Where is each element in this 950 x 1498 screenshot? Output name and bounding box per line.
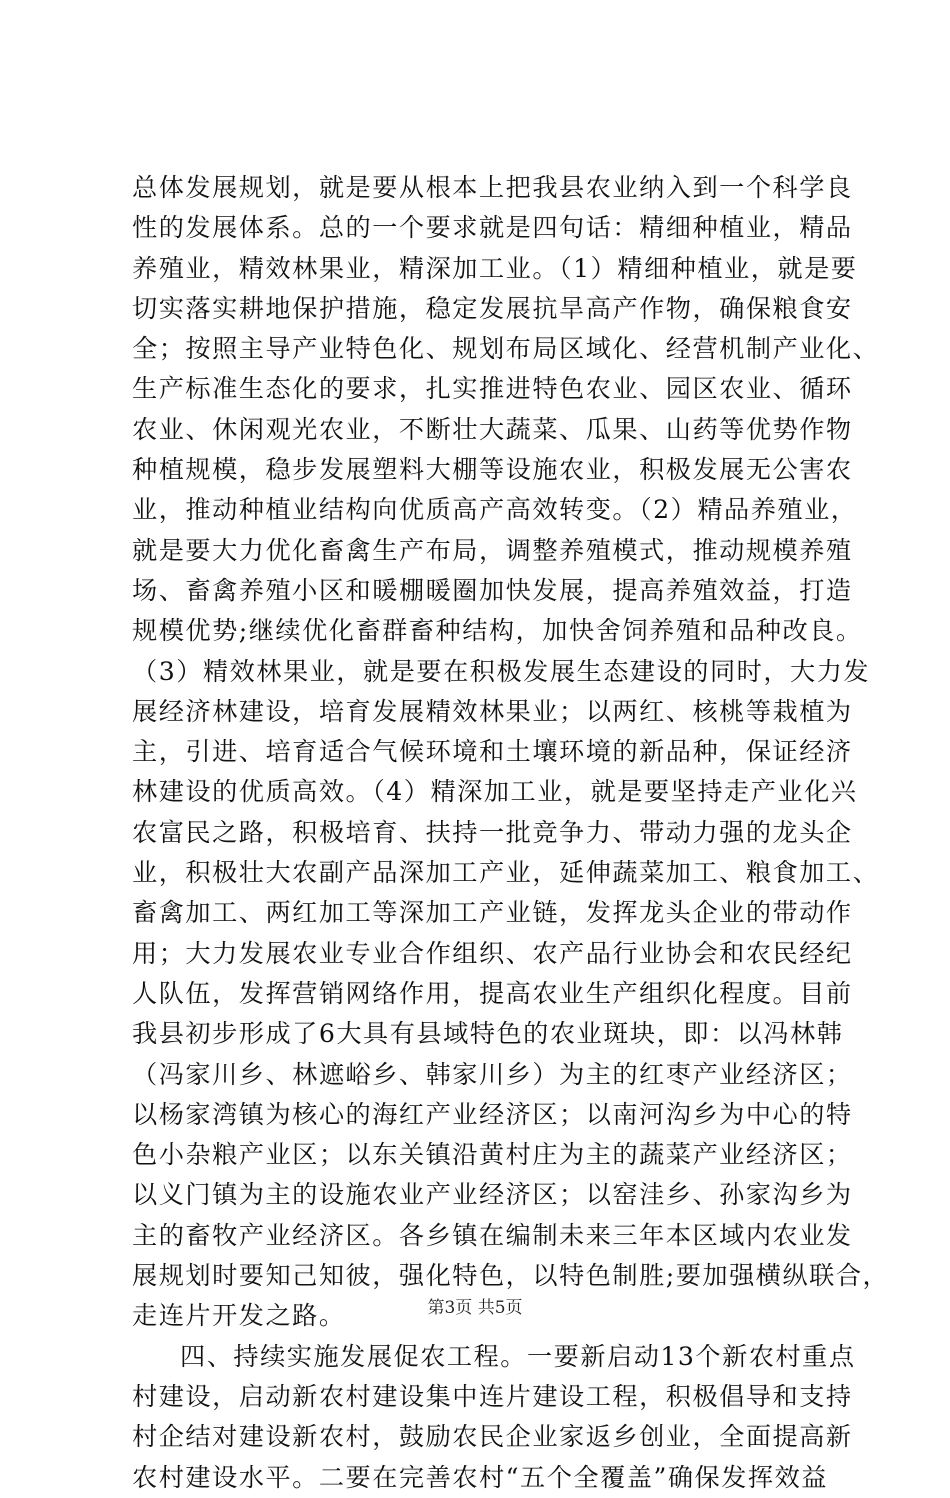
text-line: 走连片开发之路。 — [132, 1301, 346, 1331]
text-line: 生产标准生态化的要求，扎实推进特色农业、园区农业、循环 — [132, 374, 853, 404]
page-number: 第3页 共5页 — [427, 1298, 523, 1318]
text-line: 展规划时要知己知彼，强化特色，以特色制胜;要加强横纵联合， — [132, 1261, 890, 1291]
text-line: 展经济林建设，培育发展精效林果业；以两红、核桃等栽植为 — [132, 696, 853, 726]
text-line: 林建设的优质高效。（4）精深加工业，就是要坚持走产业化兴 — [132, 777, 858, 807]
text-line: 农业、休闲观光农业，不断壮大蔬菜、瓜果、山药等优势作物 — [132, 414, 853, 444]
text-line: 切实落实耕地保护措施，稳定发展抗旱高产作物，确保粮食安 — [132, 293, 853, 323]
text-line: 主，引进、培育适合气候环境和土壤环境的新品种，保证经济 — [132, 737, 853, 767]
text-line: 村建设，启动新农村建设集中连片建设工程，积极倡导和支持 — [132, 1381, 853, 1411]
text-line: 性的发展体系。总的一个要求就是四句话：精细种植业，精品 — [132, 213, 853, 243]
text-line: 我县初步形成了6大具有县域特色的农业斑块，即：以冯林韩 — [132, 1019, 844, 1049]
text-line: 业，推动种植业结构向优质高产高效转变。（2）精品养殖业， — [132, 495, 858, 525]
text-line: 农村建设水平。二要在完善农村“五个全覆盖”确保发挥效益 — [132, 1462, 828, 1492]
text-line: 农富民之路，积极培育、扶持一批竞争力、带动力强的龙头企 — [132, 817, 853, 847]
text-line: 总体发展规划，就是要从根本上把我县农业纳入到一个科学良 — [132, 173, 853, 202]
text-line: 人队伍，发挥营销网络作用，提高农业生产组织化程度。目前 — [132, 978, 853, 1008]
page-footer — [0, 1297, 950, 1319]
text-line: 以义门镇为主的设施农业产业经济区；以窑洼乡、孙家沟乡为 — [132, 1180, 853, 1210]
text-line: 主的畜牧产业经济区。各乡镇在编制未来三年本区域内农业发 — [132, 1220, 853, 1250]
text-line: 规模优势;继续优化畜群畜种结构，加快舍饲养殖和品种改良。 — [132, 616, 863, 646]
text-line: 养殖业，精效林果业，精深加工业。（1）精细种植业，就是要 — [132, 253, 858, 283]
text-line: 场、畜禽养殖小区和暖棚暖圈加快发展，提高养殖效益，打造 — [132, 575, 853, 605]
text-line: 种植规模，稳步发展塑料大棚等设施农业，积极发展无公害农 — [132, 455, 853, 485]
text-line: 村企结对建设新农村，鼓励农民企业家返乡创业，全面提高新 — [132, 1422, 853, 1452]
text-line: （冯家川乡、林遮峪乡、韩家川乡）为主的红枣产业经济区； — [132, 1059, 853, 1089]
text-line: （3）精效林果业，就是要在积极发展生态建设的同时，大力发 — [132, 656, 871, 686]
text-line: 就是要大力优化畜禽生产布局，调整养殖模式，推动规模养殖 — [132, 535, 853, 565]
text-line: 以杨家湾镇为核心的海红产业经济区；以南河沟乡为中心的特 — [132, 1099, 853, 1129]
text-line: 用；大力发展农业专业合作组织、农产品行业协会和农民经纪 — [132, 938, 853, 968]
text-line: 畜禽加工、两红加工等深加工产业链，发挥龙头企业的带动作 — [132, 898, 853, 928]
text-line: 业，积极壮大农副产品深加工产业，延伸蔬菜加工、粮食加工、 — [132, 858, 880, 888]
text-line: 色小杂粮产业区；以东关镇沿黄村庄为主的蔬菜产业经济区； — [132, 1140, 853, 1170]
paragraph-start-line: 四、持续实施发展促农工程。一要新启动13个新农村重点 — [180, 1341, 856, 1371]
text-line: 全；按照主导产业特色化、规划布局区域化、经营机制产业化、 — [132, 334, 880, 364]
